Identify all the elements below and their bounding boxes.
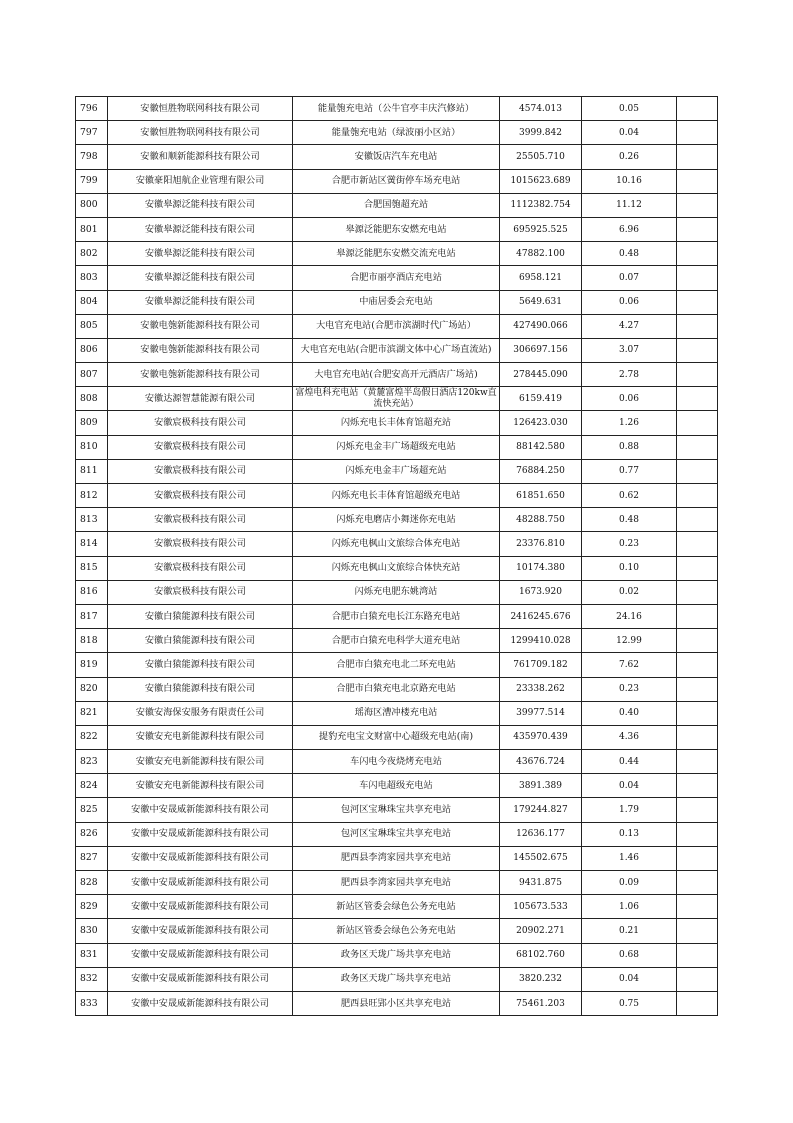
company-name-cell: 安徽和顺新能源科技有限公司 — [108, 145, 293, 169]
station-name-cell: 皋源泛能肥东安燃充电站 — [293, 217, 500, 241]
company-name-cell: 安徽电匏新能源科技有限公司 — [108, 314, 293, 338]
company-name-cell: 安徽皋源泛能科技有限公司 — [108, 242, 293, 266]
table-row — [76, 991, 718, 1015]
table-row — [76, 967, 718, 991]
station-name-cell: 合肥市白猿充电北京路充电站 — [293, 677, 500, 701]
station-name-cell: 肥西县李湾家园共享充电站 — [293, 846, 500, 870]
company-name-cell: 安徽中安晟威新能源科技有限公司 — [108, 967, 293, 991]
row-number-cell: 799 — [76, 169, 108, 193]
station-name-cell: 闪烁充电长丰体育馆超充站 — [293, 411, 500, 435]
table-row — [76, 338, 718, 362]
station-name-cell: 合肥市丽亭酒店充电站 — [293, 266, 500, 290]
empty-cell — [677, 943, 718, 967]
ratio-value-cell: 24.16 — [582, 604, 677, 628]
table-row — [76, 677, 718, 701]
energy-value-cell: 9431.875 — [500, 871, 582, 895]
ratio-value-cell: 0.05 — [582, 97, 677, 121]
row-number-cell: 827 — [76, 846, 108, 870]
empty-cell — [677, 919, 718, 943]
company-name-cell: 安徽安充电新能源科技有限公司 — [108, 725, 293, 749]
energy-value-cell: 48288.750 — [500, 508, 582, 532]
table-row — [76, 387, 718, 411]
energy-value-cell: 695925.525 — [500, 217, 582, 241]
row-number-cell: 821 — [76, 701, 108, 725]
company-name-cell: 安徽宸极科技有限公司 — [108, 411, 293, 435]
empty-cell — [677, 725, 718, 749]
row-number-cell: 817 — [76, 604, 108, 628]
energy-value-cell: 761709.182 — [500, 653, 582, 677]
station-name-cell: 合肥国匏超充站 — [293, 193, 500, 217]
table-row — [76, 895, 718, 919]
company-name-cell: 安徽白猿能源科技有限公司 — [108, 677, 293, 701]
table-row — [76, 943, 718, 967]
company-name-cell: 安徽中安晟威新能源科技有限公司 — [108, 991, 293, 1015]
company-name-cell: 安徽白猿能源科技有限公司 — [108, 604, 293, 628]
ratio-value-cell: 0.09 — [582, 871, 677, 895]
energy-value-cell: 88142.580 — [500, 435, 582, 459]
energy-value-cell: 25505.710 — [500, 145, 582, 169]
table-row — [76, 798, 718, 822]
empty-cell — [677, 363, 718, 387]
station-name-cell: 能量匏充电站（公牛官亭丰庆汽修站） — [293, 97, 500, 121]
station-name-cell: 合肥市白猿充电长江东路充电站 — [293, 604, 500, 628]
station-name-cell: 闪烁充电磨店小舞迷你充电站 — [293, 508, 500, 532]
empty-cell — [677, 484, 718, 508]
row-number-cell: 796 — [76, 97, 108, 121]
table-row — [76, 774, 718, 798]
station-name-cell: 富煌电科充电站（黄麓富煌半岛假日酒店120kw直流快充站） — [293, 387, 500, 411]
empty-cell — [677, 387, 718, 411]
ratio-value-cell: 0.62 — [582, 484, 677, 508]
company-name-cell: 安徽中安晟威新能源科技有限公司 — [108, 846, 293, 870]
row-number-cell: 829 — [76, 895, 108, 919]
ratio-value-cell: 0.48 — [582, 508, 677, 532]
ratio-value-cell: 0.13 — [582, 822, 677, 846]
energy-value-cell: 1673.920 — [500, 580, 582, 604]
empty-cell — [677, 991, 718, 1015]
empty-cell — [677, 459, 718, 483]
station-name-cell: 肥西县李湾家园共享充电站 — [293, 871, 500, 895]
company-name-cell: 安徽白猿能源科技有限公司 — [108, 653, 293, 677]
row-number-cell: 825 — [76, 798, 108, 822]
company-name-cell: 安徽中安晟威新能源科技有限公司 — [108, 822, 293, 846]
table-row — [76, 701, 718, 725]
ratio-value-cell: 2.78 — [582, 363, 677, 387]
empty-cell — [677, 338, 718, 362]
row-number-cell: 816 — [76, 580, 108, 604]
company-name-cell: 安徽安充电新能源科技有限公司 — [108, 774, 293, 798]
station-name-cell: 安徽饭店汽车充电站 — [293, 145, 500, 169]
table-row — [76, 97, 718, 121]
energy-value-cell: 23376.810 — [500, 532, 582, 556]
row-number-cell: 807 — [76, 363, 108, 387]
station-name-cell: 合肥市白猿充电北二环充电站 — [293, 653, 500, 677]
empty-cell — [677, 967, 718, 991]
station-name-cell: 新站区管委会绿色公务充电站 — [293, 919, 500, 943]
row-number-cell: 811 — [76, 459, 108, 483]
table-row — [76, 314, 718, 338]
station-name-cell: 肥西县旺郢小区共享充电站 — [293, 991, 500, 1015]
station-name-cell: 闪烁充电肥东姚湾站 — [293, 580, 500, 604]
company-name-cell: 安徽宸极科技有限公司 — [108, 508, 293, 532]
company-name-cell: 安徽中安晟威新能源科技有限公司 — [108, 871, 293, 895]
ratio-value-cell: 0.48 — [582, 242, 677, 266]
station-name-cell: 包河区宝琳珠宝共享充电站 — [293, 822, 500, 846]
energy-value-cell: 427490.066 — [500, 314, 582, 338]
company-name-cell: 安徽电匏新能源科技有限公司 — [108, 363, 293, 387]
table-row — [76, 750, 718, 774]
table-row — [76, 725, 718, 749]
row-number-cell: 826 — [76, 822, 108, 846]
empty-cell — [677, 97, 718, 121]
ratio-value-cell: 0.23 — [582, 532, 677, 556]
row-number-cell: 818 — [76, 629, 108, 653]
table-row — [76, 411, 718, 435]
ratio-value-cell: 0.75 — [582, 991, 677, 1015]
station-name-cell: 政务区天珑广场共享充电站 — [293, 943, 500, 967]
company-name-cell: 安徽宸极科技有限公司 — [108, 435, 293, 459]
ratio-value-cell: 1.46 — [582, 846, 677, 870]
table-row — [76, 580, 718, 604]
row-number-cell: 801 — [76, 217, 108, 241]
empty-cell — [677, 653, 718, 677]
station-name-cell: 政务区天珑广场共享充电站 — [293, 967, 500, 991]
company-name-cell: 安徽皋源泛能科技有限公司 — [108, 193, 293, 217]
empty-cell — [677, 871, 718, 895]
empty-cell — [677, 435, 718, 459]
row-number-cell: 797 — [76, 121, 108, 145]
row-number-cell: 808 — [76, 387, 108, 411]
ratio-value-cell: 0.23 — [582, 677, 677, 701]
company-name-cell: 安徽皋源泛能科技有限公司 — [108, 290, 293, 314]
station-name-cell: 闪烁充电长丰体育馆超级充电站 — [293, 484, 500, 508]
company-name-cell: 安徽安海保安服务有限责任公司 — [108, 701, 293, 725]
table-row — [76, 919, 718, 943]
energy-value-cell: 47882.100 — [500, 242, 582, 266]
table-row — [76, 508, 718, 532]
empty-cell — [677, 580, 718, 604]
empty-cell — [677, 169, 718, 193]
row-number-cell: 814 — [76, 532, 108, 556]
table-row — [76, 556, 718, 580]
table-row — [76, 435, 718, 459]
empty-cell — [677, 193, 718, 217]
energy-value-cell: 4574.013 — [500, 97, 582, 121]
station-name-cell: 合肥市白猿充电科学大道充电站 — [293, 629, 500, 653]
energy-value-cell: 6159.419 — [500, 387, 582, 411]
empty-cell — [677, 556, 718, 580]
energy-value-cell: 3999.842 — [500, 121, 582, 145]
company-name-cell: 安徽白猿能源科技有限公司 — [108, 629, 293, 653]
ratio-value-cell: 0.06 — [582, 290, 677, 314]
table-row — [76, 169, 718, 193]
table-row — [76, 121, 718, 145]
company-name-cell: 安徽宸极科技有限公司 — [108, 484, 293, 508]
empty-cell — [677, 508, 718, 532]
energy-value-cell: 3820.232 — [500, 967, 582, 991]
charging-station-table — [75, 96, 718, 1016]
energy-value-cell: 39977.514 — [500, 701, 582, 725]
energy-value-cell: 2416245.676 — [500, 604, 582, 628]
company-name-cell: 安徽宸极科技有限公司 — [108, 459, 293, 483]
station-name-cell: 车闪电超级充电站 — [293, 774, 500, 798]
table-row — [76, 217, 718, 241]
energy-value-cell: 105673.533 — [500, 895, 582, 919]
table-row — [76, 484, 718, 508]
empty-cell — [677, 411, 718, 435]
row-number-cell: 803 — [76, 266, 108, 290]
row-number-cell: 830 — [76, 919, 108, 943]
ratio-value-cell: 4.36 — [582, 725, 677, 749]
empty-cell — [677, 822, 718, 846]
row-number-cell: 800 — [76, 193, 108, 217]
station-name-cell: 能量匏充电站（绿波丽小区站） — [293, 121, 500, 145]
row-number-cell: 820 — [76, 677, 108, 701]
row-number-cell: 802 — [76, 242, 108, 266]
row-number-cell: 823 — [76, 750, 108, 774]
station-name-cell: 皋源泛能肥东安燃交流充电站 — [293, 242, 500, 266]
ratio-value-cell: 0.21 — [582, 919, 677, 943]
table-row — [76, 604, 718, 628]
company-name-cell: 安徽皋源泛能科技有限公司 — [108, 266, 293, 290]
company-name-cell: 安徽皋源泛能科技有限公司 — [108, 217, 293, 241]
empty-cell — [677, 798, 718, 822]
energy-value-cell: 278445.090 — [500, 363, 582, 387]
row-number-cell: 822 — [76, 725, 108, 749]
ratio-value-cell: 0.26 — [582, 145, 677, 169]
ratio-value-cell: 0.44 — [582, 750, 677, 774]
energy-value-cell: 435970.439 — [500, 725, 582, 749]
ratio-value-cell: 0.40 — [582, 701, 677, 725]
energy-value-cell: 20902.271 — [500, 919, 582, 943]
ratio-value-cell: 11.12 — [582, 193, 677, 217]
ratio-value-cell: 0.68 — [582, 943, 677, 967]
ratio-value-cell: 0.77 — [582, 459, 677, 483]
table-row — [76, 193, 718, 217]
empty-cell — [677, 266, 718, 290]
table-row — [76, 822, 718, 846]
company-name-cell: 安徽宸极科技有限公司 — [108, 532, 293, 556]
empty-cell — [677, 677, 718, 701]
table-row — [76, 871, 718, 895]
ratio-value-cell: 10.16 — [582, 169, 677, 193]
station-name-cell: 包河区宝琳珠宝共享充电站 — [293, 798, 500, 822]
empty-cell — [677, 290, 718, 314]
empty-cell — [677, 774, 718, 798]
company-name-cell: 安徽中安晟威新能源科技有限公司 — [108, 895, 293, 919]
empty-cell — [677, 846, 718, 870]
empty-cell — [677, 242, 718, 266]
empty-cell — [677, 217, 718, 241]
row-number-cell: 831 — [76, 943, 108, 967]
empty-cell — [677, 145, 718, 169]
company-name-cell: 安徽中安晟威新能源科技有限公司 — [108, 919, 293, 943]
energy-value-cell: 145502.675 — [500, 846, 582, 870]
energy-value-cell: 1112382.754 — [500, 193, 582, 217]
station-name-cell: 闪烁充电金丰广场超级充电站 — [293, 435, 500, 459]
energy-value-cell: 43676.724 — [500, 750, 582, 774]
ratio-value-cell: 12.99 — [582, 629, 677, 653]
table-row — [76, 629, 718, 653]
company-name-cell: 安徽宸极科技有限公司 — [108, 556, 293, 580]
station-name-cell: 大电官充电站(合肥市滨湖时代广场站） — [293, 314, 500, 338]
row-number-cell: 815 — [76, 556, 108, 580]
energy-value-cell: 10174.380 — [500, 556, 582, 580]
row-number-cell: 824 — [76, 774, 108, 798]
ratio-value-cell: 0.06 — [582, 387, 677, 411]
empty-cell — [677, 314, 718, 338]
energy-value-cell: 126423.030 — [500, 411, 582, 435]
table-row — [76, 532, 718, 556]
company-name-cell: 安徽中安晟威新能源科技有限公司 — [108, 798, 293, 822]
company-name-cell: 安徽宸极科技有限公司 — [108, 580, 293, 604]
company-name-cell: 安徽恒胜物联网科技有限公司 — [108, 97, 293, 121]
energy-value-cell: 23338.262 — [500, 677, 582, 701]
document-page — [75, 96, 717, 1016]
table-row — [76, 846, 718, 870]
table-row — [76, 242, 718, 266]
table-row — [76, 290, 718, 314]
table-body — [76, 97, 718, 1016]
empty-cell — [677, 629, 718, 653]
station-name-cell: 闪烁充电枫山文旅综合体快充站 — [293, 556, 500, 580]
energy-value-cell: 3891.389 — [500, 774, 582, 798]
empty-cell — [677, 750, 718, 774]
station-name-cell: 闪烁充电枫山文旅综合体充电站 — [293, 532, 500, 556]
energy-value-cell: 68102.760 — [500, 943, 582, 967]
ratio-value-cell: 0.04 — [582, 967, 677, 991]
energy-value-cell: 1015623.689 — [500, 169, 582, 193]
station-name-cell: 提豹充电宝文财富中心超级充电站(南) — [293, 725, 500, 749]
empty-cell — [677, 604, 718, 628]
table-row — [76, 266, 718, 290]
company-name-cell: 安徽中安晟威新能源科技有限公司 — [108, 943, 293, 967]
row-number-cell: 832 — [76, 967, 108, 991]
station-name-cell: 合肥市新站区黉街停车场充电站 — [293, 169, 500, 193]
company-name-cell: 安徽恒胜物联网科技有限公司 — [108, 121, 293, 145]
table-row — [76, 653, 718, 677]
ratio-value-cell: 0.04 — [582, 121, 677, 145]
ratio-value-cell: 1.79 — [582, 798, 677, 822]
ratio-value-cell: 1.06 — [582, 895, 677, 919]
ratio-value-cell: 6.96 — [582, 217, 677, 241]
row-number-cell: 813 — [76, 508, 108, 532]
row-number-cell: 810 — [76, 435, 108, 459]
energy-value-cell: 5649.631 — [500, 290, 582, 314]
ratio-value-cell: 3.07 — [582, 338, 677, 362]
table-row — [76, 459, 718, 483]
row-number-cell: 805 — [76, 314, 108, 338]
row-number-cell: 798 — [76, 145, 108, 169]
empty-cell — [677, 121, 718, 145]
energy-value-cell: 12636.177 — [500, 822, 582, 846]
ratio-value-cell: 0.02 — [582, 580, 677, 604]
table-row — [76, 363, 718, 387]
station-name-cell: 中庙居委会充电站 — [293, 290, 500, 314]
row-number-cell: 833 — [76, 991, 108, 1015]
energy-value-cell: 1299410.028 — [500, 629, 582, 653]
ratio-value-cell: 0.04 — [582, 774, 677, 798]
ratio-value-cell: 4.27 — [582, 314, 677, 338]
station-name-cell: 车闪电今夜烧烤充电站 — [293, 750, 500, 774]
energy-value-cell: 306697.156 — [500, 338, 582, 362]
empty-cell — [677, 895, 718, 919]
ratio-value-cell: 7.62 — [582, 653, 677, 677]
company-name-cell: 安徽达源智慧能源有限公司 — [108, 387, 293, 411]
company-name-cell: 安徽电匏新能源科技有限公司 — [108, 338, 293, 362]
row-number-cell: 806 — [76, 338, 108, 362]
energy-value-cell: 61851.650 — [500, 484, 582, 508]
station-name-cell: 大电官充电站(合肥市滨湖文体中心广场直流站) — [293, 338, 500, 362]
energy-value-cell: 75461.203 — [500, 991, 582, 1015]
station-name-cell: 闪烁充电金丰广场超充站 — [293, 459, 500, 483]
table-row — [76, 145, 718, 169]
row-number-cell: 812 — [76, 484, 108, 508]
row-number-cell: 828 — [76, 871, 108, 895]
station-name-cell: 大电官充电站(合肥安高开元酒店广场站) — [293, 363, 500, 387]
empty-cell — [677, 532, 718, 556]
ratio-value-cell: 1.26 — [582, 411, 677, 435]
station-name-cell: 瑶海区漕冲楼充电站 — [293, 701, 500, 725]
empty-cell — [677, 701, 718, 725]
energy-value-cell: 6958.121 — [500, 266, 582, 290]
row-number-cell: 809 — [76, 411, 108, 435]
ratio-value-cell: 0.88 — [582, 435, 677, 459]
company-name-cell: 安徽安充电新能源科技有限公司 — [108, 750, 293, 774]
row-number-cell: 819 — [76, 653, 108, 677]
energy-value-cell: 76884.250 — [500, 459, 582, 483]
ratio-value-cell: 0.10 — [582, 556, 677, 580]
station-name-cell: 新站区管委会绿色公务充电站 — [293, 895, 500, 919]
row-number-cell: 804 — [76, 290, 108, 314]
ratio-value-cell: 0.07 — [582, 266, 677, 290]
energy-value-cell: 179244.827 — [500, 798, 582, 822]
company-name-cell: 安徽豪阳旭航企业管理有限公司 — [108, 169, 293, 193]
